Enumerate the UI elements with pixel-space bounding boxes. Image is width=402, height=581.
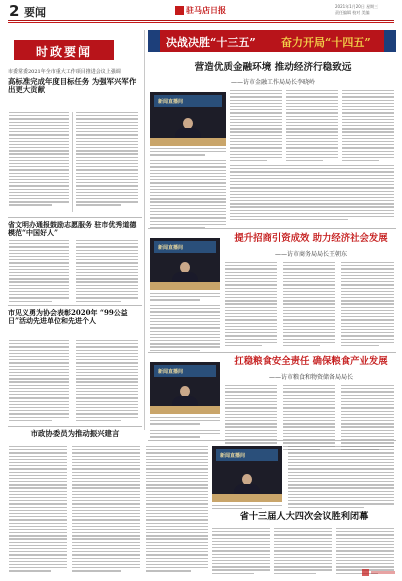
main1-body-b (286, 90, 338, 163)
feature-banner (148, 30, 396, 52)
main2-body-d (150, 305, 220, 353)
main2-body-c (341, 262, 394, 348)
feature-banner-right: 奋力开局“十四五” (281, 36, 371, 49)
photo3-screen-text: 新闻直播间 (158, 369, 184, 375)
main1-body-a (230, 90, 282, 163)
main2-body-a (225, 262, 277, 348)
main2-body-b (283, 262, 335, 348)
corner-watermark-logo (362, 568, 396, 578)
page-number: 2 (9, 2, 20, 20)
main1-headline: 营造优质金融环境 推动经济行稳致远 (194, 62, 352, 73)
paper-name: 驻马店日报 (186, 5, 226, 15)
main1-photo (150, 92, 226, 146)
main2-headline: 提升招商引资成效 助力经济社会发展 (234, 233, 388, 244)
main3-caption (150, 417, 220, 427)
date-line: 2021年1月20日 星期三 (335, 4, 379, 9)
main3-photo (150, 362, 220, 414)
photo2-screen-text: 新闻直播间 (158, 245, 184, 251)
main1-body-c (342, 90, 394, 163)
editor-line: 责任编辑 校对 美编 (335, 10, 370, 15)
corner-logo-icon (362, 569, 369, 576)
main2-subhead: ——访市商务局局长王朝东 (274, 251, 347, 258)
main1-body-e (230, 165, 394, 222)
main3-body-d (150, 430, 220, 440)
main1-subhead: ——访市金融工作局局长李晓岭 (230, 79, 315, 86)
story2-body-left (9, 240, 69, 304)
main1-body-d (150, 160, 226, 230)
column-banner-label: 时政要闻 (35, 45, 92, 59)
story3-body-left (9, 340, 69, 423)
main2-caption (150, 293, 220, 303)
lead-kicker: 市委常委2021年全市重大工作项目推进会议上强调 (8, 69, 121, 75)
story4-body-2 (72, 446, 140, 574)
photo1-screen-text: 新闻直播间 (158, 99, 184, 105)
main3-headline: 扛稳粮食安全责任 确保粮食产业发展 (234, 356, 388, 367)
story4-body-3 (146, 446, 208, 574)
story4-headline: 市政协委员为推动振兴建言 (30, 429, 120, 438)
masthead (0, 0, 402, 22)
main3-subhead: ——访市粮食和物资储备局局长 (268, 374, 353, 381)
feature-banner-left: 决战决胜“十三五” (166, 36, 256, 49)
paper-logo (175, 5, 231, 17)
bottom-headline: 省十三届人大四次会议胜利闭幕 (239, 511, 369, 522)
column-banner (14, 40, 114, 60)
story3-headline: 市见义勇为协会表彰2020年 “99公益日”活动先进单位和先进个人 (8, 308, 128, 326)
story3-body-right (76, 340, 138, 423)
main1-caption (150, 148, 226, 158)
main3-body-c (341, 385, 394, 452)
main3-body-b (283, 385, 335, 452)
story2-headline: 省文明办通报鼓励志愿服务 驻市优秀道德模范“中国好人” (8, 220, 137, 238)
photo4-screen-text: 新闻直播间 (220, 453, 246, 459)
page-label: 要闻 (24, 6, 46, 19)
bottom-body-b (274, 528, 332, 576)
lead-story (8, 70, 142, 95)
story2-body-right (76, 240, 138, 304)
bottom-body-a (212, 528, 270, 576)
story4-body-1 (9, 446, 67, 574)
lead-body-left (9, 112, 69, 208)
bottom-side-body (288, 446, 394, 510)
main2-photo (150, 238, 220, 290)
lead-body-right (76, 112, 138, 208)
paper-logo-icon (175, 6, 184, 15)
main3-body-a (225, 385, 277, 452)
lead-headline: 高标准完成年度目标任务 为强军兴军作出更大贡献 (8, 76, 137, 95)
bottom-photo (212, 446, 282, 502)
masthead-rule (8, 20, 394, 21)
